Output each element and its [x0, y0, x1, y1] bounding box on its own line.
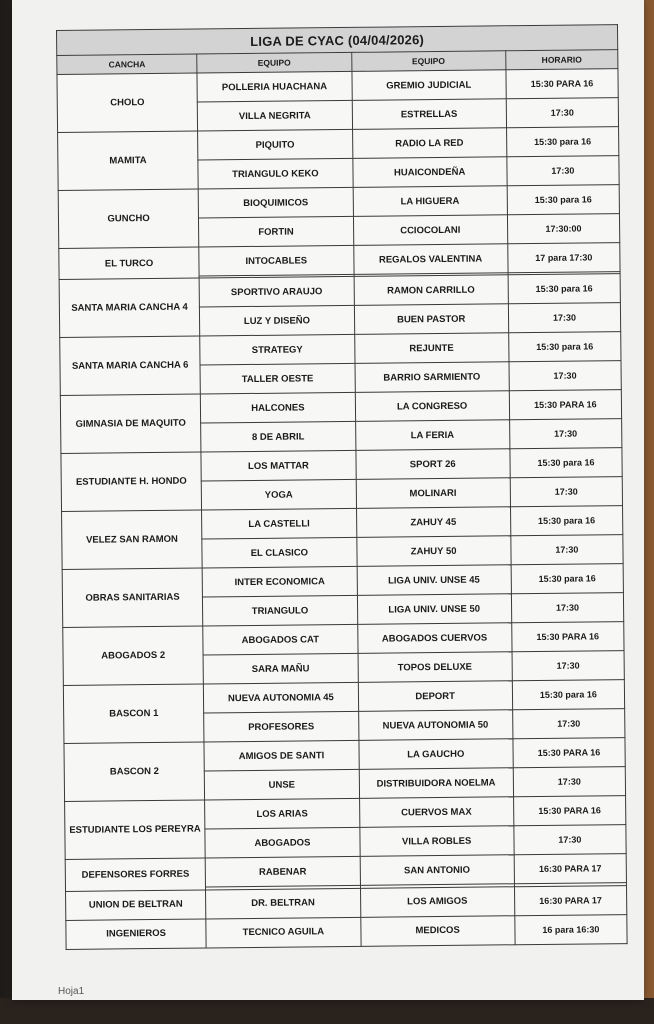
team-1-cell: TRIANGULO: [203, 596, 358, 627]
time-cell: 17:30: [511, 535, 624, 565]
cancha-cell: MAMITA: [58, 131, 199, 190]
team-2-cell: REJUNTE: [354, 333, 509, 364]
time-cell: 15:30 para 16: [508, 274, 621, 304]
cancha-cell: BASCON 1: [63, 684, 204, 743]
team-2-cell: DEPORT: [358, 681, 513, 712]
team-2-cell: VILLA ROBLES: [359, 826, 514, 857]
time-cell: 17:30: [510, 477, 623, 507]
cancha-cell: SANTA MARIA CANCHA 4: [59, 278, 200, 337]
time-cell: 17:30: [512, 651, 625, 681]
header-equipo-1: EQUIPO: [197, 52, 351, 73]
team-2-cell: RADIO LA RED: [352, 128, 507, 159]
cancha-cell: CHOLO: [57, 73, 198, 132]
cancha-cell: ESTUDIANTE H. HONDO: [61, 452, 202, 511]
team-1-cell: SARA MAÑU: [203, 654, 358, 685]
header-horario: HORARIO: [506, 50, 618, 70]
team-1-cell: LOS MATTAR: [201, 451, 356, 482]
cancha-cell: OBRAS SANITARIAS: [62, 568, 203, 627]
table-row: [66, 914, 627, 949]
cancha-cell: INGENIEROS: [66, 919, 207, 950]
cancha-cell: ESTUDIANTE LOS PEREYRA: [65, 800, 206, 859]
team-1-cell: TECNICO AGUILA: [206, 917, 361, 948]
team-1-cell: NUEVA AUTONOMIA 45: [204, 683, 359, 714]
team-2-cell: CUERVOS MAX: [359, 797, 514, 828]
team-2-cell: LIGA UNIV. UNSE 45: [357, 565, 512, 596]
team-1-cell: TRIANGULO KEKO: [198, 158, 353, 189]
time-cell: 17:30: [507, 156, 620, 186]
team-1-cell: POLLERIA HUACHANA: [197, 71, 352, 102]
cancha-cell: GUNCHO: [58, 189, 199, 248]
cancha-cell: DEFENSORES FORRES: [65, 858, 206, 891]
team-2-cell: MEDICOS: [360, 916, 515, 947]
time-cell: 17:30: [511, 593, 624, 623]
team-1-cell: ABOGADOS CAT: [203, 625, 358, 656]
time-cell: 15:30 para 16: [510, 506, 623, 536]
team-2-cell: MOLINARI: [356, 478, 511, 509]
time-cell: 17:30: [508, 303, 621, 333]
team-2-cell: LIGA UNIV. UNSE 50: [357, 594, 512, 625]
team-2-cell: LA GAUCHO: [358, 739, 513, 770]
time-cell: 16 para 16:30: [515, 914, 628, 944]
team-2-cell: ZAHUY 50: [356, 536, 511, 567]
team-2-cell: RAMON CARRILLO: [354, 275, 509, 306]
team-2-cell: LOS AMIGOS: [360, 887, 515, 918]
team-2-cell: SPORT 26: [355, 449, 510, 480]
team-2-cell: GREMIO JUDICIAL: [351, 70, 506, 101]
cancha-cell: BASCON 2: [64, 742, 205, 801]
team-2-cell: BUEN PASTOR: [354, 304, 509, 335]
team-2-cell: DISTRIBUIDORA NOELMA: [359, 768, 514, 799]
team-2-cell: REGALOS VALENTINA: [353, 244, 508, 275]
header-equipo-2: EQUIPO: [351, 51, 505, 72]
team-2-cell: BARRIO SARMIENTO: [355, 362, 510, 393]
time-cell: 16:30 PARA 17: [514, 854, 627, 884]
team-2-cell: NUEVA AUTONOMIA 50: [358, 710, 513, 741]
cancha-cell: UNION DE BELTRAN: [66, 890, 207, 920]
time-cell: 17:30:00: [507, 214, 620, 244]
time-cell: 15:30 para 16: [508, 332, 621, 362]
team-2-cell: CCIOCOLANI: [353, 215, 508, 246]
sheet-tab-label: Hoja1: [58, 986, 85, 997]
team-1-cell: RABENAR: [205, 857, 360, 888]
cancha-cell: GIMNASIA DE MAQUITO: [60, 394, 201, 453]
team-2-cell: SAN ANTONIO: [360, 855, 515, 886]
time-cell: 15:30 para 16: [507, 185, 620, 215]
team-2-cell: ABOGADOS CUERVOS: [357, 623, 512, 654]
team-2-cell: ZAHUY 45: [356, 507, 511, 538]
schedule-body: [57, 69, 627, 950]
time-cell: 15:30 para 16: [512, 680, 625, 710]
team-1-cell: VILLA NEGRITA: [198, 100, 353, 131]
team-1-cell: DR. BELTRAN: [206, 888, 361, 919]
team-2-cell: LA CONGRESO: [355, 391, 510, 422]
cancha-cell: EL TURCO: [59, 247, 200, 280]
team-1-cell: STRATEGY: [200, 335, 355, 366]
team-1-cell: TALLER OESTE: [200, 364, 355, 395]
time-cell: 17:30: [512, 709, 625, 739]
team-1-cell: BIOQUIMICOS: [198, 187, 353, 218]
time-cell: 17:30: [514, 825, 627, 855]
team-2-cell: TOPOS DELUXE: [358, 652, 513, 683]
team-1-cell: LA CASTELLI: [202, 509, 357, 540]
team-1-cell: EL CLASICO: [202, 538, 357, 569]
time-cell: 15:30 PARA 16: [513, 738, 626, 768]
team-1-cell: UNSE: [205, 770, 360, 801]
team-1-cell: AMIGOS DE SANTI: [204, 741, 359, 772]
team-1-cell: ABOGADOS: [205, 828, 360, 859]
time-cell: 15:30 PARA 16: [513, 796, 626, 826]
schedule-table: [56, 24, 628, 950]
schedule-sheet: [56, 24, 628, 950]
team-1-cell: LUZ Y DISEÑO: [200, 306, 355, 337]
time-cell: 17:30: [509, 419, 622, 449]
time-cell: 15:30 para 16: [510, 448, 623, 478]
time-cell: 17:30: [509, 361, 622, 391]
team-1-cell: PIQUITO: [198, 129, 353, 160]
team-2-cell: LA FERIA: [355, 420, 510, 451]
team-2-cell: LA HIGUERA: [353, 186, 508, 217]
cancha-cell: ABOGADOS 2: [63, 626, 204, 685]
team-1-cell: 8 DE ABRIL: [201, 422, 356, 453]
team-1-cell: SPORTIVO ARAUJO: [199, 277, 354, 308]
team-1-cell: YOGA: [201, 480, 356, 511]
desk-edge: [0, 998, 654, 1024]
header-cancha: CANCHA: [57, 54, 197, 74]
time-cell: 17 para 17:30: [508, 243, 621, 273]
cancha-cell: VELEZ SAN RAMON: [62, 510, 203, 569]
team-1-cell: LOS ARIAS: [205, 799, 360, 830]
time-cell: 15:30 PARA 16: [509, 390, 622, 420]
time-cell: 17:30: [513, 767, 626, 797]
team-1-cell: INTER ECONOMICA: [202, 567, 357, 598]
team-1-cell: PROFESORES: [204, 712, 359, 743]
team-1-cell: HALCONES: [201, 393, 356, 424]
time-cell: 16:30 PARA 17: [514, 885, 627, 915]
team-2-cell: HUAICONDEÑA: [352, 157, 507, 188]
time-cell: 15:30 PARA 16: [512, 622, 625, 652]
team-2-cell: ESTRELLAS: [352, 99, 507, 130]
time-cell: 15:30 PARA 16: [506, 69, 619, 99]
team-1-cell: FORTIN: [199, 216, 354, 247]
team-1-cell: INTOCABLES: [199, 245, 354, 276]
time-cell: 15:30 para 16: [511, 564, 624, 594]
time-cell: 15:30 para 16: [506, 127, 619, 157]
cancha-cell: SANTA MARIA CANCHA 6: [60, 336, 201, 395]
table-title: LIGA DE CYAC (04/04/2026): [57, 25, 618, 56]
time-cell: 17:30: [506, 98, 619, 128]
